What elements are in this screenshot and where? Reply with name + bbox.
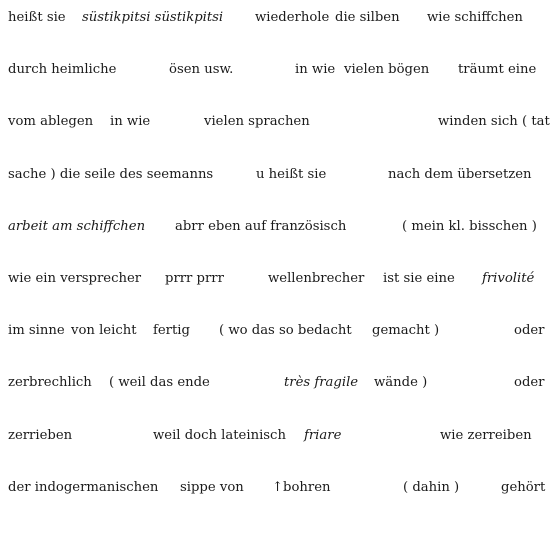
text-segment: zerbrechlich [8,375,92,391]
text-segment: prrr prrr [165,270,224,286]
text-segment: wellenbrecher [268,270,365,286]
poem-line-10 [8,480,546,500]
text-segment: nach dem übersetzen [388,166,532,182]
text-segment: vielen sprachen [204,114,310,130]
text-segment: oder [514,323,545,339]
poem-line-1 [8,10,546,62]
text-segment: in wie [110,114,151,130]
text-segment: fertig [153,323,190,339]
text-segment: der indogermanischen [8,479,159,495]
poem-line-8 [8,375,546,427]
text-segment: ( dahin ) [403,479,460,495]
text-segment: abrr eben auf französisch [175,218,347,234]
text-segment: zerrieben [8,427,73,443]
poem-line-7 [8,323,546,375]
text-segment: wie ein versprecher [8,270,142,286]
text-segment: ösen usw. [169,62,234,78]
poem-line-9 [8,428,546,480]
poem-line-6 [8,271,546,323]
text-segment: durch heimliche [8,62,117,78]
italic-term-friare: friare [304,427,342,443]
text-segment: wie schiffchen [427,10,523,25]
text-segment: ( mein kl. bisschen ) [402,218,537,234]
text-segment: gehört [501,479,546,495]
text-segment: heißt sie [8,10,66,25]
text-segment: weil doch lateinisch [153,427,286,443]
poem-text [8,10,550,500]
poem-line-4 [8,167,546,219]
text-segment: winden sich ( tat [438,114,550,130]
text-segment: von leicht [71,323,137,339]
text-segment: vom ablegen [8,114,94,130]
text-segment: ist sie eine [383,270,455,286]
text-segment: in wie [295,62,336,78]
text-segment: wie zerreiben [440,427,532,443]
poem-line-5 [8,219,546,271]
poem-line-3 [8,114,550,166]
text-segment: oder [514,375,545,391]
text-segment: ( weil das ende [109,375,210,391]
text-segment: u heißt sie [256,166,327,182]
text-segment: sippe von [180,479,244,495]
text-segment: ↑bohren [272,479,331,495]
text-segment: vielen bögen [344,62,430,78]
text-segment: träumt eine [458,62,537,78]
text-segment: gemacht ) [372,323,440,339]
italic-term-frivolite: frivolité [482,270,535,286]
text-segment: ( wo das so bedacht [219,323,352,339]
text-segment: im sinne [8,323,65,339]
poem-line-2 [8,62,546,114]
text-segment: sache ) die seile des seemanns [8,166,214,182]
text-segment: wände ) [374,375,428,391]
text-segment: wiederhole [255,10,330,25]
italic-term-susstikpitsi: süstikpitsi süstikpitsi [82,10,224,25]
text-segment: die silben [335,10,400,25]
italic-term-tres-fragile: très fragile [284,375,359,391]
italic-term-arbeit-am-schiffchen: arbeit am schiffchen [8,218,146,234]
